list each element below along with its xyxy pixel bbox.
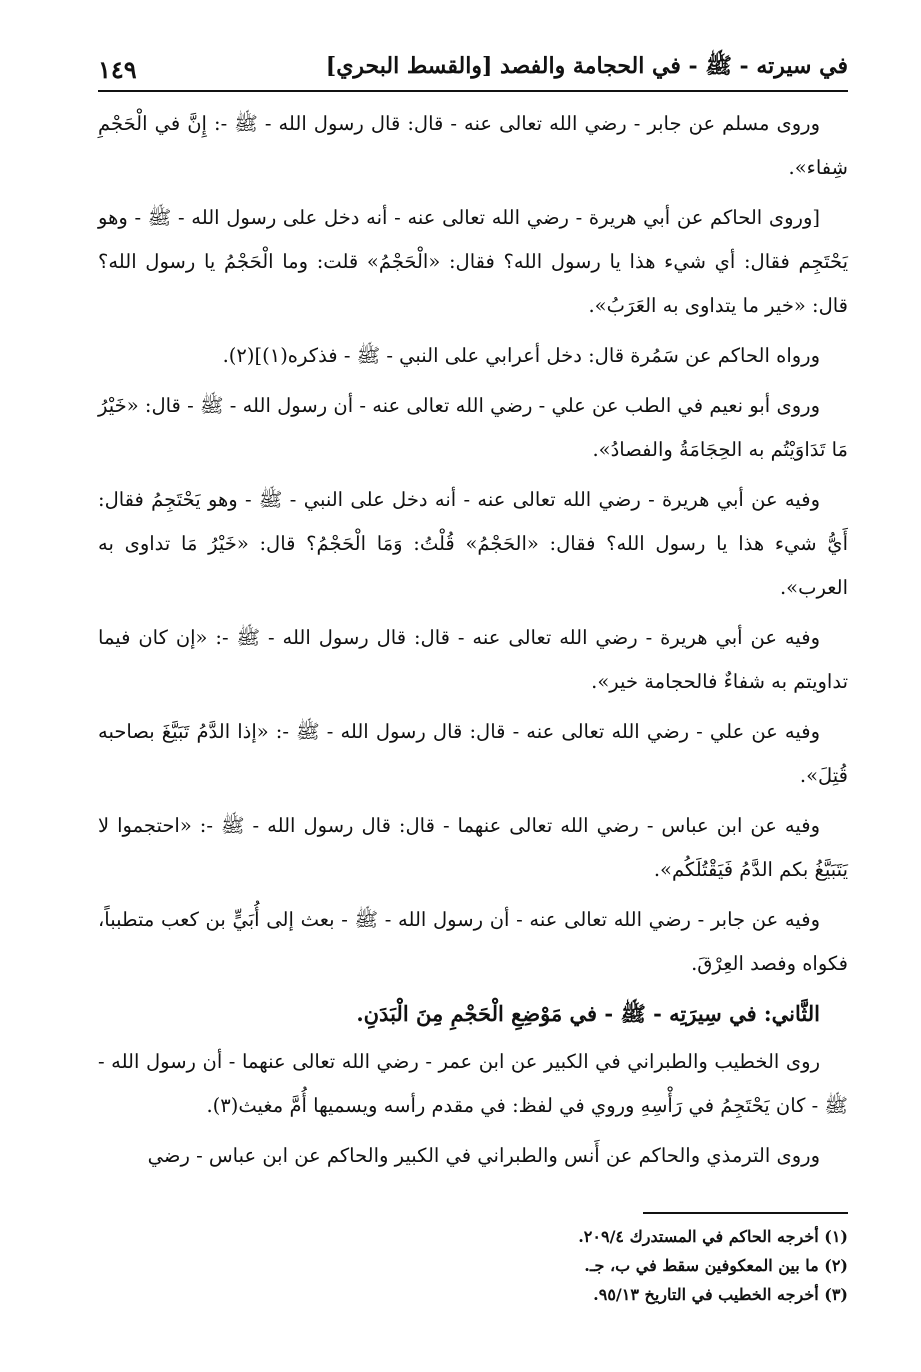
main-text xyxy=(98,102,848,1178)
running-header xyxy=(98,40,848,92)
footnote-1: (١) أخرجه الحاكم في المستدرك ٢٠٩/٤. xyxy=(578,1227,848,1246)
paragraph-6: وفيه عن أبي هريرة - رضي الله تعالى عنه - قال: قال رسول الله - ﷺ -: «إن كان فيما تداويتم به شفاءٌ فالحجامة خير». xyxy=(98,626,848,693)
paragraph-8: وفيه عن ابن عباس - رضي الله تعالى عنهما - قال: قال رسول الله - ﷺ -: «احتجموا لا يَتَبَيَّغُ بكم الدَّمُ فَيَقْتُلَكُم». xyxy=(98,814,848,881)
book-page xyxy=(98,40,848,1340)
footnotes xyxy=(98,1222,848,1309)
paragraph-9: وفيه عن جابر - رضي الله تعالى عنه - أن رسول الله - ﷺ - بعث إلى أُبَيٍّ بن كعب متطبباً، فكواه وفصد العِرْقَ. xyxy=(98,908,848,975)
paragraph-5: وفيه عن أبي هريرة - رضي الله تعالى عنه - أنه دخل على النبي - ﷺ - وهو يَحْتَجِمُ فقال: أَيُّ شيء هذا يا رسول الله؟ فقال: «الحَجْمُ» قُلْتُ: وَمَا الْحَجْمُ؟ قال: «خَيْرُ مَا تداوى به العرب». xyxy=(98,488,848,599)
paragraph-7: وفيه عن علي - رضي الله تعالى عنه - قال: قال رسول الله - ﷺ -: «إذا الدَّمُ تَبَيَّغَ بصاحبه قُتِلَ». xyxy=(98,720,848,787)
paragraph-10: روى الخطيب والطبراني في الكبير عن ابن عمر - رضي الله تعالى عنهما - أن رسول الله - ﷺ - كان يَحْتَجِمُ في رَأْسِهِ وروي في لفظ: في مقدم رأسه ويسميها أُمَّ مغيث(٣). xyxy=(98,1050,848,1117)
footnote-3: (٣) أخرجه الخطيب في التاريخ ٩٥/١٣. xyxy=(593,1285,848,1304)
paragraph-11: وروى الترمذي والحاكم عن أَنس والطبراني في الكبير والحاكم عن ابن عباس - رضي xyxy=(147,1144,820,1167)
footnote-divider xyxy=(643,1212,848,1214)
paragraph-3: ورواه الحاكم عن سَمُرة قال: دخل أعرابي على النبي - ﷺ - فذكره(١)](٢). xyxy=(222,344,820,367)
running-title: في سيرته - ﷺ - في الحجامة والفصد [والقسط البحري] xyxy=(325,53,848,79)
paragraph-4: وروى أبو نعيم في الطب عن علي - رضي الله تعالى عنه - أن رسول الله - ﷺ - قال: «خَيْرُ مَا تَدَاوَيْتُم به الحِجَامَةُ والفصادُ». xyxy=(98,394,848,461)
paragraph-1: وروى مسلم عن جابر - رضي الله تعالى عنه - قال: قال رسول الله - ﷺ -: إِنَّ في الْحَجْمِ شِفاء». xyxy=(98,112,848,179)
footnote-2: (٢) ما بين المعكوفين سقط في ب، جـ. xyxy=(584,1256,848,1275)
section-heading: الثَّاني: في سِيرَتِه - ﷺ - في مَوْضِعِ الْحَجْمِ مِنَ الْبَدَنِ. xyxy=(356,1001,820,1026)
page-number: ١٤٩ xyxy=(98,55,137,84)
paragraph-2: [وروى الحاكم عن أبي هريرة - رضي الله تعالى عنه - أنه دخل على رسول الله - ﷺ - وهو يَحْتَجِم فقال: أي شيء هذا يا رسول الله؟ فقال: «الْحَجْمُ» قلت: وما الْحَجْمُ يا رسول الله؟ قال: «خير ما يتداوى به العَرَبُ». xyxy=(98,206,848,317)
